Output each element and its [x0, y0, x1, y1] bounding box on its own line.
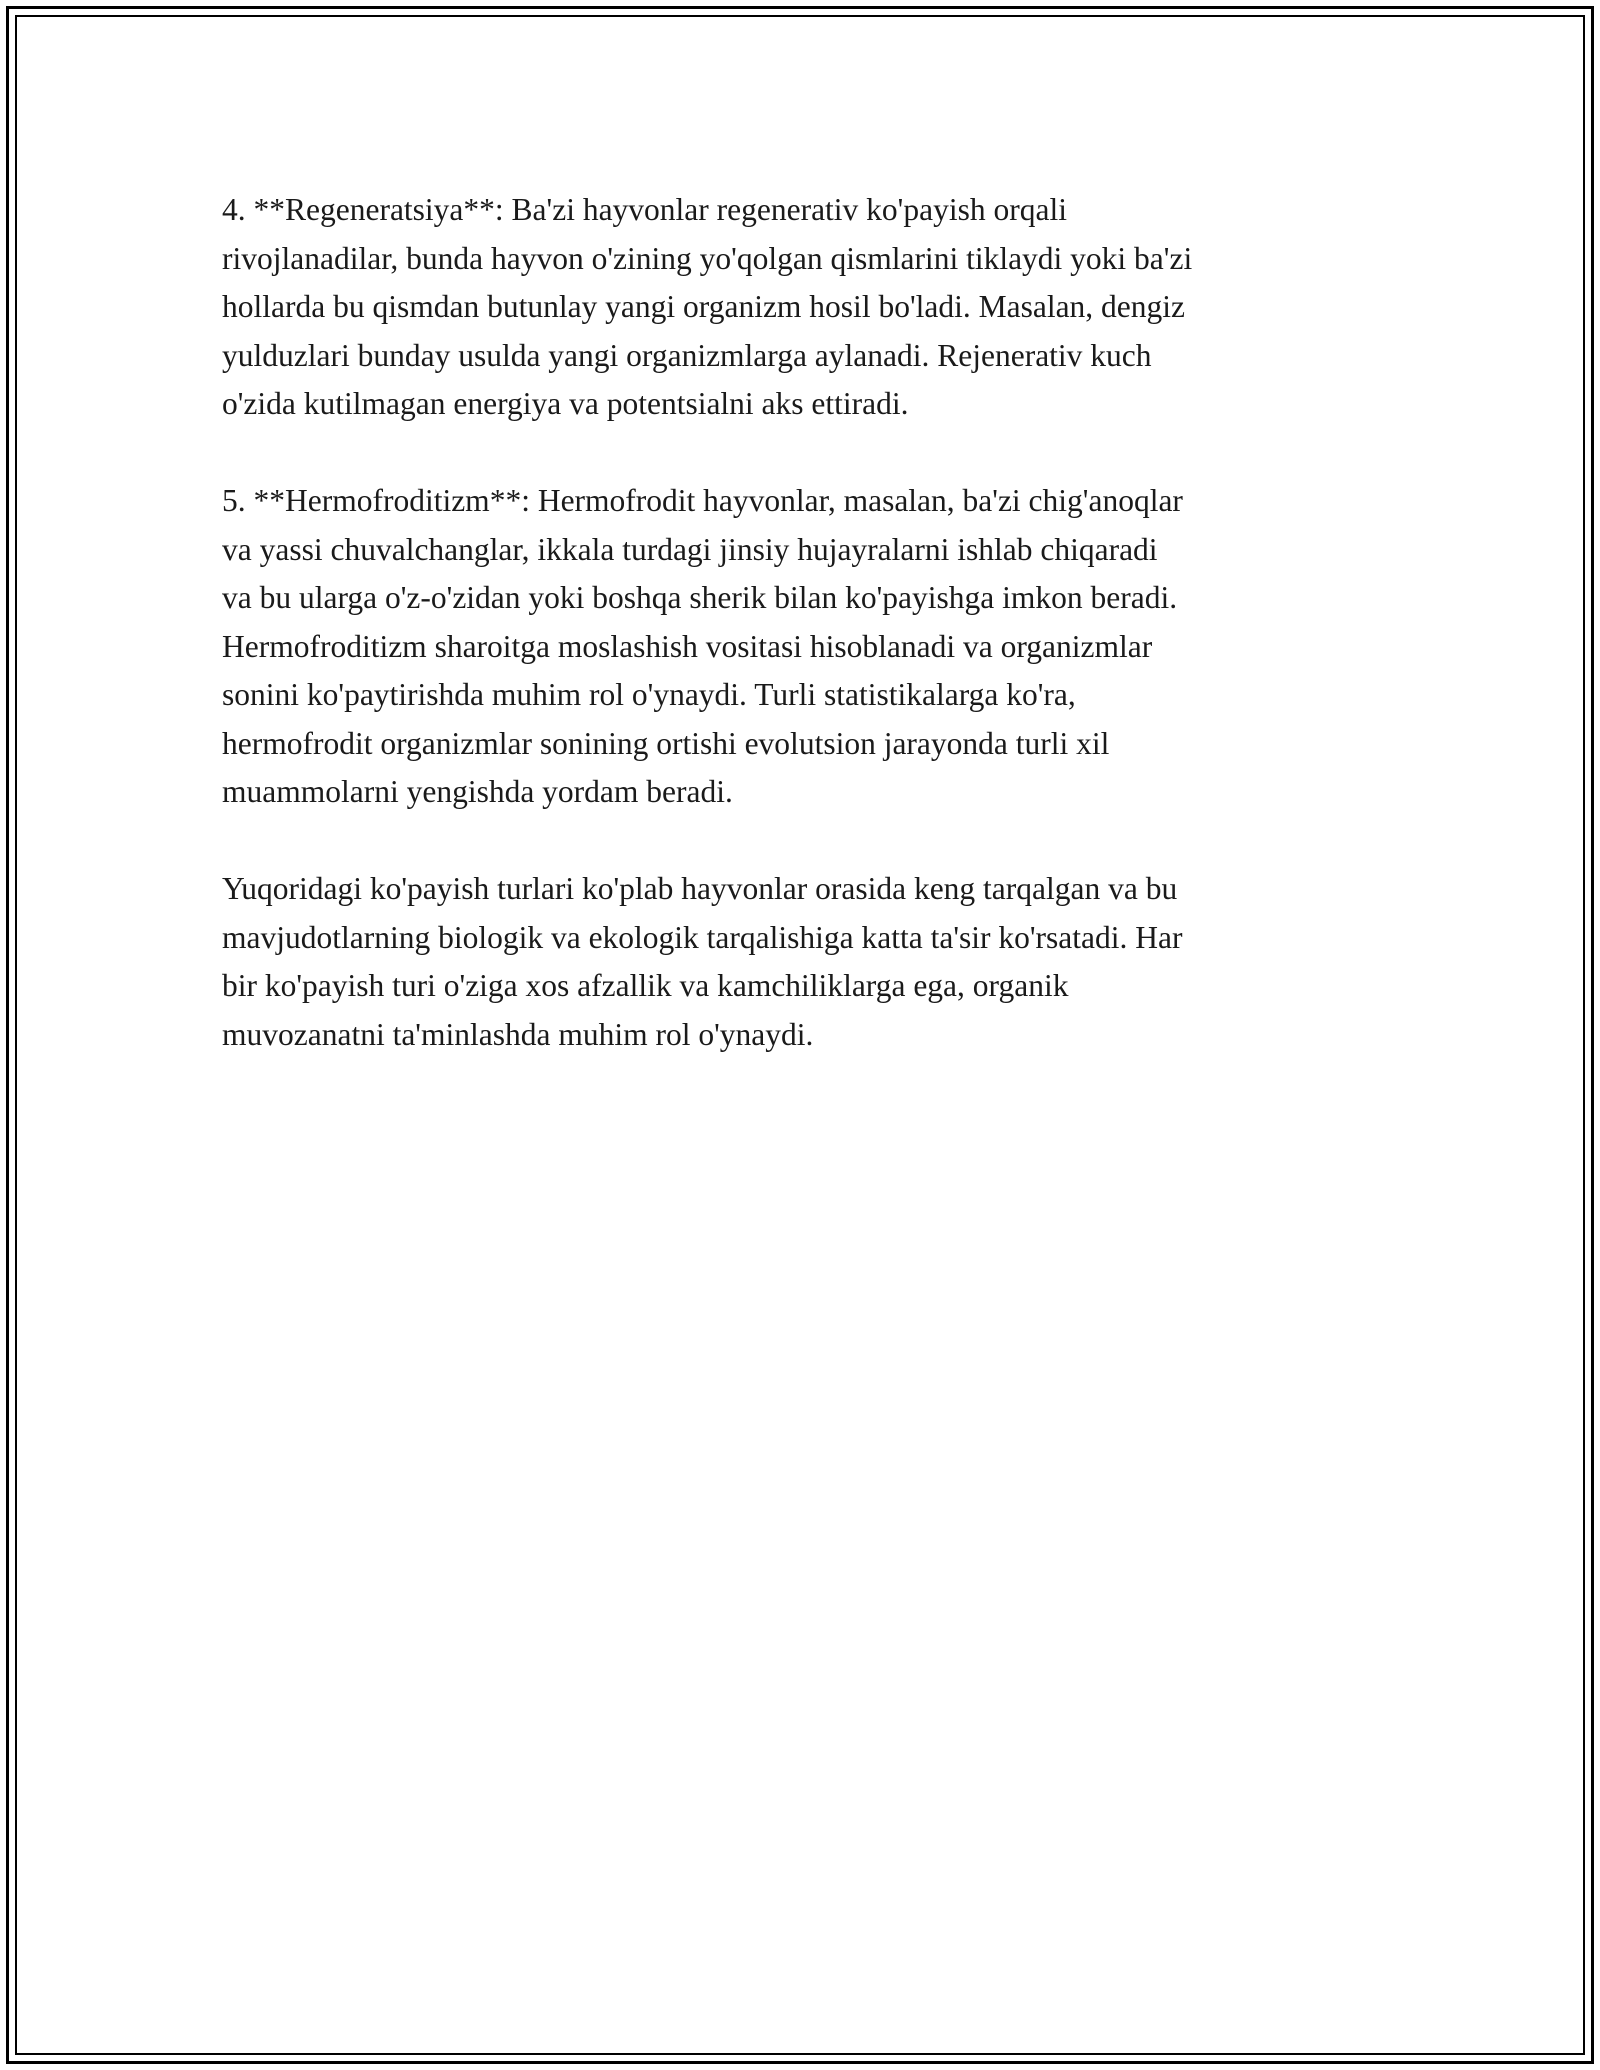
paragraph-hermofroditizm: 5. **Hermofroditizm**: Hermofrodit hayvonlar, masalan, ba'zi chig'anoqlar va yassi chuvalchanglar, ikkala turdagi jinsiy hujayralarni ishlab chiqaradi va bu ularga o'z-o'zidan yoki boshqa sherik bilan ko'payishga imkon beradi. Hermofroditizm sharoitga moslashish vositasi hisoblanadi va organizmlar sonini ko'paytirishda muhim rol o'ynaydi. Turli statistikalarga ko'ra, hermofrodit organizmlar sonining ortishi evolutsion jarayonda turli xil muammolarni yengishda yordam beradi. — [222, 483, 1183, 809]
paragraph-conclusion: Yuqoridagi ko'payish turlari ko'plab hayvonlar orasida keng tarqalgan va bu mavjudotlarning biologik va ekologik tarqalishiga katta ta'sir ko'rsatadi. Har bir ko'payish turi o'ziga xos afzallik va kamchiliklarga ega, organik muvozanatni ta'minlashda muhim rol o'ynaydi. — [222, 871, 1183, 1052]
document-body — [222, 186, 1382, 1059]
paragraph-regeneratsiya: 4. **Regeneratsiya**: Ba'zi hayvonlar regenerativ ko'payish orqali rivojlanadilar, bunda hayvon o'zining yo'qolgan qismlarini tiklaydi yoki ba'zi hollarda bu qismdan butunlay yangi organizm hosil bo'ladi. Masalan, dengiz yulduzlari bunday usulda yangi organizmlarga aylanadi. Rejenerativ kuch o'zida kutilmagan energiya va potentsialni aks ettiradi. — [222, 192, 1193, 421]
